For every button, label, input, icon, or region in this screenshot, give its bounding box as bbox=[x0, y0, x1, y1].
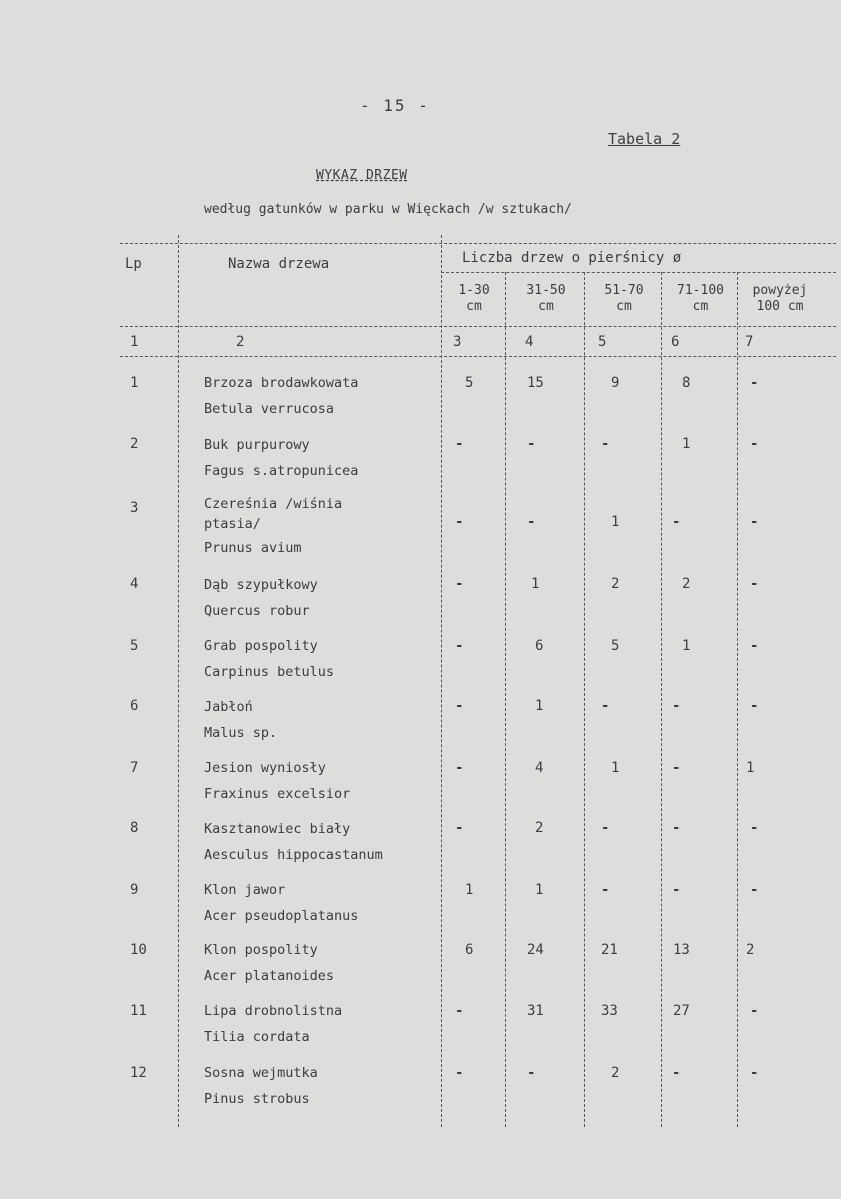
row-c4: 8 bbox=[682, 375, 691, 391]
row-c2: 31 bbox=[527, 1003, 544, 1019]
row-c2: - bbox=[527, 1065, 536, 1081]
row-c1: - bbox=[455, 698, 464, 714]
row-c3: - bbox=[601, 698, 610, 714]
row-lp: 8 bbox=[130, 820, 139, 836]
row-c1: 5 bbox=[465, 375, 474, 391]
row-name: Jabłoń Malus sp. bbox=[204, 699, 278, 741]
row-c3: 2 bbox=[611, 1065, 620, 1081]
colnum-3: 3 bbox=[453, 334, 462, 350]
row-lp: 3 bbox=[130, 500, 139, 516]
row-c4: - bbox=[672, 698, 681, 714]
row-c3: 21 bbox=[601, 942, 618, 958]
table-subtitle: według gatunków w parku w Więckach /w sztukach/ bbox=[204, 202, 572, 217]
row-lp: 5 bbox=[130, 638, 139, 654]
row-lp: 12 bbox=[130, 1065, 147, 1081]
row-c4: 1 bbox=[682, 638, 691, 654]
row-c2: 4 bbox=[535, 760, 544, 776]
row-lp: 1 bbox=[130, 375, 139, 391]
colnum-2: 2 bbox=[236, 334, 245, 350]
header-col-4: 71-100 cm bbox=[677, 283, 724, 314]
row-name: Jesion wyniosły Fraxinus excelsior bbox=[204, 760, 351, 802]
row-c3: 2 bbox=[611, 576, 620, 592]
row-name: Klon jawor Acer pseudoplatanus bbox=[204, 882, 359, 924]
row-name: Klon pospolity Acer platanoides bbox=[204, 942, 335, 984]
row-c1: - bbox=[455, 760, 464, 776]
colnum-4: 4 bbox=[525, 334, 534, 350]
row-c5: - bbox=[750, 638, 759, 654]
row-c1: - bbox=[455, 1065, 464, 1081]
row-c2: - bbox=[527, 514, 536, 530]
row-c3: 5 bbox=[611, 638, 620, 654]
row-name: Buk purpurowy Fagus s.atropunicea bbox=[204, 437, 359, 479]
row-c1: - bbox=[455, 514, 464, 530]
rule-group bbox=[441, 272, 836, 273]
row-c4: - bbox=[672, 820, 681, 836]
col-rule-c2 bbox=[505, 272, 506, 1127]
header-lp: Lp bbox=[125, 256, 142, 272]
colnum-1: 1 bbox=[130, 334, 139, 350]
row-lp: 4 bbox=[130, 576, 139, 592]
row-name: Dąb szypułkowy Quercus robur bbox=[204, 577, 318, 619]
row-c4: - bbox=[672, 1065, 681, 1081]
row-c3: 1 bbox=[611, 760, 620, 776]
colnum-6: 6 bbox=[671, 334, 680, 350]
row-c1: - bbox=[455, 576, 464, 592]
table-title: WYKAZ DRZEW bbox=[316, 168, 408, 183]
row-c4: - bbox=[672, 760, 681, 776]
row-c5: - bbox=[750, 436, 759, 452]
row-c3: - bbox=[601, 436, 610, 452]
rule-top bbox=[120, 243, 836, 244]
rule-numbers-bottom bbox=[120, 356, 836, 357]
row-c5: - bbox=[750, 576, 759, 592]
table-label: Tabela 2 bbox=[608, 130, 681, 148]
row-c1: - bbox=[455, 820, 464, 836]
row-c4: 13 bbox=[673, 942, 690, 958]
row-name: Sosna wejmutka Pinus strobus bbox=[204, 1065, 318, 1107]
row-c1: - bbox=[455, 1003, 464, 1019]
row-c1: - bbox=[455, 638, 464, 654]
row-c2: 15 bbox=[527, 375, 544, 391]
row-c1: 1 bbox=[465, 882, 474, 898]
row-c4: 27 bbox=[673, 1003, 690, 1019]
page-number: - 15 - bbox=[360, 96, 430, 115]
row-c4: - bbox=[672, 882, 681, 898]
row-c5: - bbox=[750, 514, 759, 530]
col-rule-lp bbox=[178, 235, 179, 1127]
row-lp: 2 bbox=[130, 436, 139, 452]
row-c3: - bbox=[601, 820, 610, 836]
col-rule-c3 bbox=[584, 272, 585, 1127]
row-name: Kasztanowiec biały Aesculus hippocastanum bbox=[204, 821, 383, 863]
row-c5: - bbox=[750, 1003, 759, 1019]
row-c2: - bbox=[527, 436, 536, 452]
col-rule-c4 bbox=[661, 272, 662, 1127]
row-c5: - bbox=[750, 1065, 759, 1081]
colnum-7: 7 bbox=[745, 334, 754, 350]
row-c2: 1 bbox=[535, 882, 544, 898]
row-c1: - bbox=[455, 436, 464, 452]
row-c5: - bbox=[750, 375, 759, 391]
row-lp: 6 bbox=[130, 698, 139, 714]
row-c1: 6 bbox=[465, 942, 474, 958]
row-c3: - bbox=[601, 882, 610, 898]
row-c5: 1 bbox=[746, 760, 755, 776]
row-c2: 6 bbox=[535, 638, 544, 654]
header-group: Liczba drzew o pierśnicy ø bbox=[462, 250, 682, 266]
row-name: Czereśnia /wiśnia ptasia/ Prunus avium bbox=[204, 496, 343, 556]
header-col-5: powyżej 100 cm bbox=[752, 283, 808, 314]
row-c3: 1 bbox=[611, 514, 620, 530]
row-c5: - bbox=[750, 820, 759, 836]
row-c3: 9 bbox=[611, 375, 620, 391]
header-col-1: 1-30 cm bbox=[458, 283, 490, 314]
row-c5: - bbox=[750, 882, 759, 898]
row-c2: 1 bbox=[535, 698, 544, 714]
col-rule-c5 bbox=[737, 272, 738, 1127]
row-lp: 7 bbox=[130, 760, 139, 776]
header-col-3: 51-70 cm bbox=[604, 283, 644, 314]
row-c5: - bbox=[750, 698, 759, 714]
row-lp: 9 bbox=[130, 882, 139, 898]
header-col-2: 31-50 cm bbox=[526, 283, 566, 314]
row-name: Brzoza brodawkowata Betula verrucosa bbox=[204, 375, 359, 417]
header-name: Nazwa drzewa bbox=[228, 256, 330, 272]
row-c4: 2 bbox=[682, 576, 691, 592]
row-c2: 1 bbox=[531, 576, 540, 592]
rule-header-bottom bbox=[120, 326, 836, 327]
row-c4: - bbox=[672, 514, 681, 530]
row-c3: 33 bbox=[601, 1003, 618, 1019]
col-rule-name bbox=[441, 235, 442, 1127]
row-name: Grab pospolity Carpinus betulus bbox=[204, 638, 335, 680]
row-lp: 11 bbox=[130, 1003, 147, 1019]
row-name: Lipa drobnolistna Tilia cordata bbox=[204, 1003, 343, 1045]
row-c2: 24 bbox=[527, 942, 544, 958]
row-c5: 2 bbox=[746, 942, 755, 958]
row-lp: 10 bbox=[130, 942, 147, 958]
row-c2: 2 bbox=[535, 820, 544, 836]
row-c4: 1 bbox=[682, 436, 691, 452]
colnum-5: 5 bbox=[598, 334, 607, 350]
